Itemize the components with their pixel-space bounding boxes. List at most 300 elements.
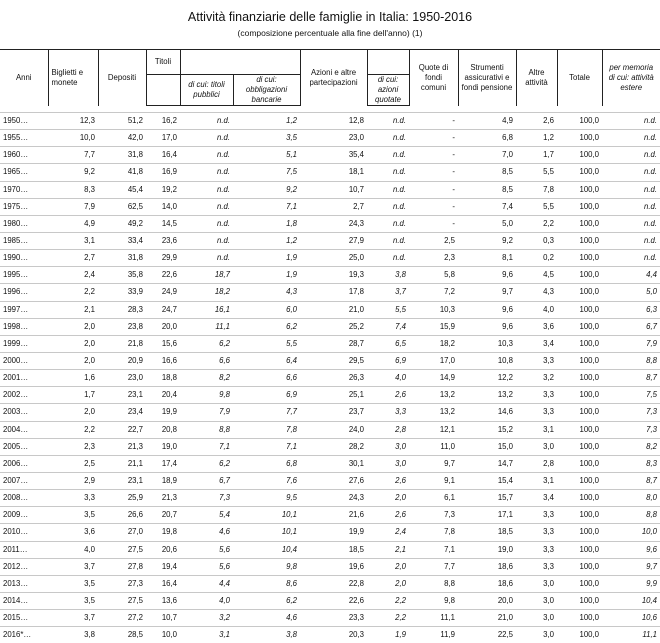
value-cell: 7,3 — [409, 507, 458, 524]
value-cell: 7,0 — [458, 147, 516, 164]
year-cell: 2001… — [0, 370, 48, 387]
year-cell: 2013… — [0, 575, 48, 592]
value-cell: 26,6 — [98, 507, 146, 524]
value-cell: 24,3 — [300, 215, 367, 232]
header-titoli-pubblici: di cui: titoli pubblici — [180, 75, 233, 106]
value-cell: 24,0 — [300, 421, 367, 438]
value-cell: 21,6 — [300, 507, 367, 524]
value-cell: 10,1 — [233, 524, 300, 541]
value-cell: n.d. — [367, 250, 409, 267]
value-cell: 100,0 — [557, 335, 602, 352]
value-cell: 23,4 — [98, 404, 146, 421]
value-cell: 17,1 — [458, 507, 516, 524]
value-cell: 1,2 — [233, 232, 300, 249]
value-cell: 4,4 — [602, 267, 660, 284]
value-cell: 19,4 — [146, 558, 180, 575]
value-cell: 100,0 — [557, 181, 602, 198]
value-cell: 11,9 — [409, 627, 458, 643]
value-cell: 100,0 — [557, 284, 602, 301]
value-cell: 5,0 — [602, 284, 660, 301]
year-cell: 1999… — [0, 335, 48, 352]
value-cell: 3,1 — [180, 627, 233, 643]
value-cell: 10,0 — [48, 130, 98, 147]
table-row — [0, 301, 660, 318]
value-cell: 20,7 — [146, 507, 180, 524]
value-cell: - — [409, 164, 458, 181]
value-cell: n.d. — [180, 113, 233, 130]
value-cell: 7,8 — [409, 524, 458, 541]
value-cell: 6,0 — [233, 301, 300, 318]
value-cell: 100,0 — [557, 455, 602, 472]
value-cell: 31,8 — [98, 147, 146, 164]
value-cell: 17,0 — [146, 130, 180, 147]
value-cell: 3,3 — [48, 490, 98, 507]
value-cell: 22,7 — [98, 421, 146, 438]
value-cell: 8,5 — [458, 181, 516, 198]
value-cell: 3,7 — [367, 284, 409, 301]
value-cell: 2,0 — [48, 335, 98, 352]
value-cell: 18,9 — [146, 472, 180, 489]
year-cell: 1960… — [0, 147, 48, 164]
value-cell: 3,0 — [516, 575, 557, 592]
value-cell: 22,6 — [146, 267, 180, 284]
value-cell: 7,7 — [233, 404, 300, 421]
value-cell: 5,0 — [458, 215, 516, 232]
year-cell: 2005… — [0, 438, 48, 455]
value-cell: 3,3 — [516, 387, 557, 404]
value-cell: 100,0 — [557, 507, 602, 524]
value-cell: 100,0 — [557, 130, 602, 147]
value-cell: 9,8 — [180, 387, 233, 404]
value-cell: 7,5 — [602, 387, 660, 404]
value-cell: 2,2 — [48, 421, 98, 438]
value-cell: 6,6 — [233, 370, 300, 387]
value-cell: 100,0 — [557, 318, 602, 335]
year-cell: 2012… — [0, 558, 48, 575]
value-cell: 14,9 — [409, 370, 458, 387]
value-cell: n.d. — [180, 198, 233, 215]
value-cell: 4,3 — [516, 284, 557, 301]
value-cell: 2,3 — [48, 438, 98, 455]
value-cell: 2,0 — [48, 352, 98, 369]
value-cell: 27,6 — [300, 472, 367, 489]
value-cell: 3,0 — [516, 610, 557, 627]
value-cell: 8,3 — [48, 181, 98, 198]
value-cell: 21,3 — [98, 438, 146, 455]
value-cell: 8,6 — [233, 575, 300, 592]
value-cell: 9,7 — [602, 558, 660, 575]
value-cell: 22,8 — [300, 575, 367, 592]
value-cell: 4,4 — [180, 575, 233, 592]
value-cell: 6,2 — [233, 318, 300, 335]
value-cell: 3,2 — [180, 610, 233, 627]
value-cell: 8,5 — [458, 164, 516, 181]
value-cell: 9,7 — [458, 284, 516, 301]
value-cell: 2,7 — [48, 250, 98, 267]
value-cell: 16,9 — [146, 164, 180, 181]
value-cell: 6,6 — [180, 352, 233, 369]
value-cell: 7,8 — [233, 421, 300, 438]
table-row — [0, 472, 660, 489]
table-row — [0, 352, 660, 369]
value-cell: 23,6 — [146, 232, 180, 249]
table-row — [0, 130, 660, 147]
value-cell: 7,9 — [602, 335, 660, 352]
value-cell: - — [409, 130, 458, 147]
value-cell: 8,8 — [409, 575, 458, 592]
header-altre: Altre attività — [516, 50, 557, 106]
value-cell: 10,3 — [458, 335, 516, 352]
value-cell: n.d. — [602, 198, 660, 215]
value-cell: 16,4 — [146, 575, 180, 592]
table-row — [0, 541, 660, 558]
value-cell: n.d. — [180, 181, 233, 198]
value-cell: 100,0 — [557, 490, 602, 507]
value-cell: 23,3 — [300, 610, 367, 627]
header-obbligazioni: di cui: obbligazioni bancarie — [233, 75, 300, 106]
year-cell: 2016*… — [0, 627, 48, 643]
value-cell: - — [409, 147, 458, 164]
value-cell: 4,6 — [233, 610, 300, 627]
value-cell: 20,4 — [146, 387, 180, 404]
value-cell: 9,8 — [409, 592, 458, 609]
value-cell: 27,8 — [98, 558, 146, 575]
value-cell: 18,1 — [300, 164, 367, 181]
value-cell: n.d. — [367, 130, 409, 147]
header-fondi: Quote di fondi comuni — [409, 50, 458, 106]
year-cell: 1996… — [0, 284, 48, 301]
value-cell: 3,5 — [48, 575, 98, 592]
value-cell: n.d. — [602, 181, 660, 198]
value-cell: n.d. — [602, 113, 660, 130]
value-cell: 100,0 — [557, 250, 602, 267]
value-cell: 6,9 — [367, 352, 409, 369]
value-cell: 3,3 — [516, 507, 557, 524]
value-cell: 16,2 — [146, 113, 180, 130]
value-cell: 3,7 — [48, 558, 98, 575]
value-cell: 19,9 — [146, 404, 180, 421]
value-cell: n.d. — [180, 130, 233, 147]
value-cell: 15,7 — [458, 490, 516, 507]
value-cell: 2,6 — [367, 472, 409, 489]
table-row — [0, 198, 660, 215]
year-cell: 1998… — [0, 318, 48, 335]
table-row — [0, 610, 660, 627]
value-cell: 45,4 — [98, 181, 146, 198]
year-cell: 2004… — [0, 421, 48, 438]
year-cell: 1997… — [0, 301, 48, 318]
value-cell: 4,9 — [458, 113, 516, 130]
table-row — [0, 592, 660, 609]
table-row — [0, 490, 660, 507]
value-cell: 35,4 — [300, 147, 367, 164]
value-cell: 7,1 — [409, 541, 458, 558]
value-cell: 7,3 — [602, 421, 660, 438]
value-cell: 6,7 — [602, 318, 660, 335]
value-cell: 9,5 — [233, 490, 300, 507]
table-row — [0, 215, 660, 232]
value-cell: 19,3 — [300, 267, 367, 284]
value-cell: 14,5 — [146, 215, 180, 232]
table-row — [0, 438, 660, 455]
table-row — [0, 404, 660, 421]
value-cell: 9,1 — [409, 472, 458, 489]
value-cell: 2,8 — [516, 455, 557, 472]
value-cell: 3,6 — [48, 524, 98, 541]
table-row — [0, 147, 660, 164]
value-cell: 10,6 — [602, 610, 660, 627]
value-cell: 2,1 — [367, 541, 409, 558]
value-cell: 62,5 — [98, 198, 146, 215]
value-cell: 100,0 — [557, 421, 602, 438]
value-cell: 1,2 — [516, 130, 557, 147]
table-row — [0, 267, 660, 284]
value-cell: 21,8 — [98, 335, 146, 352]
value-cell: 20,0 — [146, 318, 180, 335]
value-cell: 7,3 — [602, 404, 660, 421]
value-cell: 13,2 — [458, 387, 516, 404]
value-cell: 100,0 — [557, 592, 602, 609]
value-cell: - — [409, 181, 458, 198]
value-cell: 18,2 — [180, 284, 233, 301]
value-cell: 21,0 — [458, 610, 516, 627]
value-cell: 5,1 — [233, 147, 300, 164]
table-row — [0, 524, 660, 541]
year-cell: 2009… — [0, 507, 48, 524]
value-cell: 2,4 — [367, 524, 409, 541]
value-cell: 21,3 — [146, 490, 180, 507]
value-cell: 20,3 — [300, 627, 367, 643]
year-cell: 1970… — [0, 181, 48, 198]
value-cell: 9,6 — [602, 541, 660, 558]
value-cell: 100,0 — [557, 575, 602, 592]
value-cell: 2,9 — [48, 472, 98, 489]
value-cell: 5,4 — [180, 507, 233, 524]
value-cell: 2,8 — [367, 421, 409, 438]
value-cell: n.d. — [367, 198, 409, 215]
value-cell: 15,0 — [458, 438, 516, 455]
value-cell: 16,1 — [180, 301, 233, 318]
value-cell: 28,3 — [98, 301, 146, 318]
value-cell: 8,1 — [458, 250, 516, 267]
value-cell: 25,9 — [98, 490, 146, 507]
value-cell: 8,8 — [602, 507, 660, 524]
value-cell: 5,5 — [367, 301, 409, 318]
value-cell: 33,9 — [98, 284, 146, 301]
year-cell: 1965… — [0, 164, 48, 181]
value-cell: 9,2 — [48, 164, 98, 181]
value-cell: 14,6 — [458, 404, 516, 421]
value-cell: 100,0 — [557, 215, 602, 232]
header-biglietti: Biglietti e monete — [48, 50, 98, 106]
value-cell: 3,8 — [367, 267, 409, 284]
value-cell: 7,9 — [180, 404, 233, 421]
value-cell: 6,2 — [180, 455, 233, 472]
value-cell: 18,6 — [458, 558, 516, 575]
value-cell: 24,9 — [146, 284, 180, 301]
table-row — [0, 455, 660, 472]
value-cell: 100,0 — [557, 558, 602, 575]
value-cell: 3,5 — [48, 507, 98, 524]
value-cell: - — [409, 113, 458, 130]
value-cell: 10,7 — [146, 610, 180, 627]
value-cell: 7,4 — [367, 318, 409, 335]
value-cell: 5,5 — [516, 164, 557, 181]
value-cell: 10,1 — [233, 507, 300, 524]
value-cell: 100,0 — [557, 627, 602, 643]
value-cell: 4,0 — [367, 370, 409, 387]
value-cell: n.d. — [602, 215, 660, 232]
value-cell: 100,0 — [557, 352, 602, 369]
value-cell: 28,5 — [98, 627, 146, 643]
value-cell: 15,2 — [458, 421, 516, 438]
value-cell: 9,8 — [233, 558, 300, 575]
value-cell: 20,9 — [98, 352, 146, 369]
value-cell: 24,7 — [146, 301, 180, 318]
value-cell: 100,0 — [557, 232, 602, 249]
value-cell: n.d. — [602, 232, 660, 249]
value-cell: 23,0 — [300, 130, 367, 147]
value-cell: 19,6 — [300, 558, 367, 575]
value-cell: 3,1 — [516, 472, 557, 489]
value-cell: 27,0 — [98, 524, 146, 541]
value-cell: 8,7 — [602, 472, 660, 489]
year-cell: 1975… — [0, 198, 48, 215]
value-cell: n.d. — [602, 164, 660, 181]
value-cell: 100,0 — [557, 472, 602, 489]
value-cell: 4,0 — [48, 541, 98, 558]
value-cell: 2,5 — [409, 232, 458, 249]
value-cell: 9,6 — [458, 267, 516, 284]
value-cell: 15,6 — [146, 335, 180, 352]
value-cell: 100,0 — [557, 404, 602, 421]
value-cell: 6,3 — [602, 301, 660, 318]
value-cell: 2,2 — [367, 592, 409, 609]
value-cell: 11,1 — [602, 627, 660, 643]
value-cell: 4,5 — [516, 267, 557, 284]
year-cell: 2010… — [0, 524, 48, 541]
value-cell: 42,0 — [98, 130, 146, 147]
value-cell: n.d. — [367, 215, 409, 232]
value-cell: 26,3 — [300, 370, 367, 387]
value-cell: 21,1 — [98, 455, 146, 472]
header-totale: Totale — [557, 50, 602, 106]
value-cell: 13,6 — [146, 592, 180, 609]
value-cell: 10,8 — [458, 352, 516, 369]
table-row — [0, 250, 660, 267]
value-cell: 100,0 — [557, 301, 602, 318]
value-cell: 11,1 — [180, 318, 233, 335]
value-cell: 18,2 — [409, 335, 458, 352]
value-cell: 2,0 — [367, 490, 409, 507]
value-cell: 4,6 — [180, 524, 233, 541]
value-cell: 18,7 — [180, 267, 233, 284]
value-cell: 100,0 — [557, 267, 602, 284]
value-cell: 100,0 — [557, 438, 602, 455]
value-cell: 12,2 — [458, 370, 516, 387]
value-cell: 9,9 — [602, 575, 660, 592]
value-cell: 3,4 — [516, 490, 557, 507]
value-cell: 7,1 — [233, 438, 300, 455]
value-cell: 14,0 — [146, 198, 180, 215]
value-cell: 7,2 — [409, 284, 458, 301]
value-cell: 6,4 — [233, 352, 300, 369]
value-cell: n.d. — [367, 147, 409, 164]
value-cell: 7,4 — [458, 198, 516, 215]
value-cell: 3,1 — [516, 421, 557, 438]
value-cell: 25,0 — [300, 250, 367, 267]
year-cell: 2000… — [0, 352, 48, 369]
value-cell: 11,1 — [409, 610, 458, 627]
value-cell: 7,9 — [48, 198, 98, 215]
value-cell: 23,1 — [98, 387, 146, 404]
value-cell: n.d. — [602, 250, 660, 267]
value-cell: 3,0 — [516, 592, 557, 609]
value-cell: 3,0 — [367, 438, 409, 455]
value-cell: 0,2 — [516, 250, 557, 267]
value-cell: 9,2 — [458, 232, 516, 249]
value-cell: 25,1 — [300, 387, 367, 404]
header-depositi: Depositi — [98, 50, 146, 106]
value-cell: 1,2 — [233, 113, 300, 130]
value-cell: 5,8 — [409, 267, 458, 284]
value-cell: 2,7 — [300, 198, 367, 215]
value-cell: 3,3 — [516, 352, 557, 369]
value-cell: 7,1 — [180, 438, 233, 455]
value-cell: 100,0 — [557, 370, 602, 387]
value-cell: 7,6 — [233, 472, 300, 489]
value-cell: 3,6 — [516, 318, 557, 335]
value-cell: 27,2 — [98, 610, 146, 627]
value-cell: 1,9 — [233, 267, 300, 284]
value-cell: 2,2 — [48, 284, 98, 301]
value-cell: 3,3 — [367, 404, 409, 421]
value-cell: 1,8 — [233, 215, 300, 232]
value-cell: 30,1 — [300, 455, 367, 472]
value-cell: 12,3 — [48, 113, 98, 130]
value-cell: 10,3 — [409, 301, 458, 318]
value-cell: 17,8 — [300, 284, 367, 301]
value-cell: 18,5 — [458, 524, 516, 541]
value-cell: 2,6 — [516, 113, 557, 130]
value-cell: 3,0 — [516, 627, 557, 643]
value-cell: 100,0 — [557, 147, 602, 164]
value-cell: 2,0 — [367, 558, 409, 575]
value-cell: 7,3 — [180, 490, 233, 507]
value-cell: 35,8 — [98, 267, 146, 284]
year-cell: 1955… — [0, 130, 48, 147]
value-cell: 16,4 — [146, 147, 180, 164]
year-cell: 2003… — [0, 404, 48, 421]
value-cell: 2,2 — [516, 215, 557, 232]
year-cell: 1990… — [0, 250, 48, 267]
value-cell: 7,8 — [516, 181, 557, 198]
header-azioni: Azioni e altre partecipazioni — [300, 50, 367, 106]
value-cell: 3,7 — [48, 610, 98, 627]
value-cell: 25,2 — [300, 318, 367, 335]
value-cell: 8,2 — [602, 438, 660, 455]
year-cell: 2015… — [0, 610, 48, 627]
table-title: Attività finanziarie delle famiglie in Italia: 1950-2016 — [187, 10, 473, 24]
value-cell: 6,7 — [180, 472, 233, 489]
value-cell: 7,7 — [48, 147, 98, 164]
value-cell: 2,6 — [367, 507, 409, 524]
value-cell: 6,1 — [409, 490, 458, 507]
value-cell: 18,6 — [458, 575, 516, 592]
value-cell: 8,7 — [602, 370, 660, 387]
value-cell: 28,7 — [300, 335, 367, 352]
value-cell: 17,0 — [409, 352, 458, 369]
